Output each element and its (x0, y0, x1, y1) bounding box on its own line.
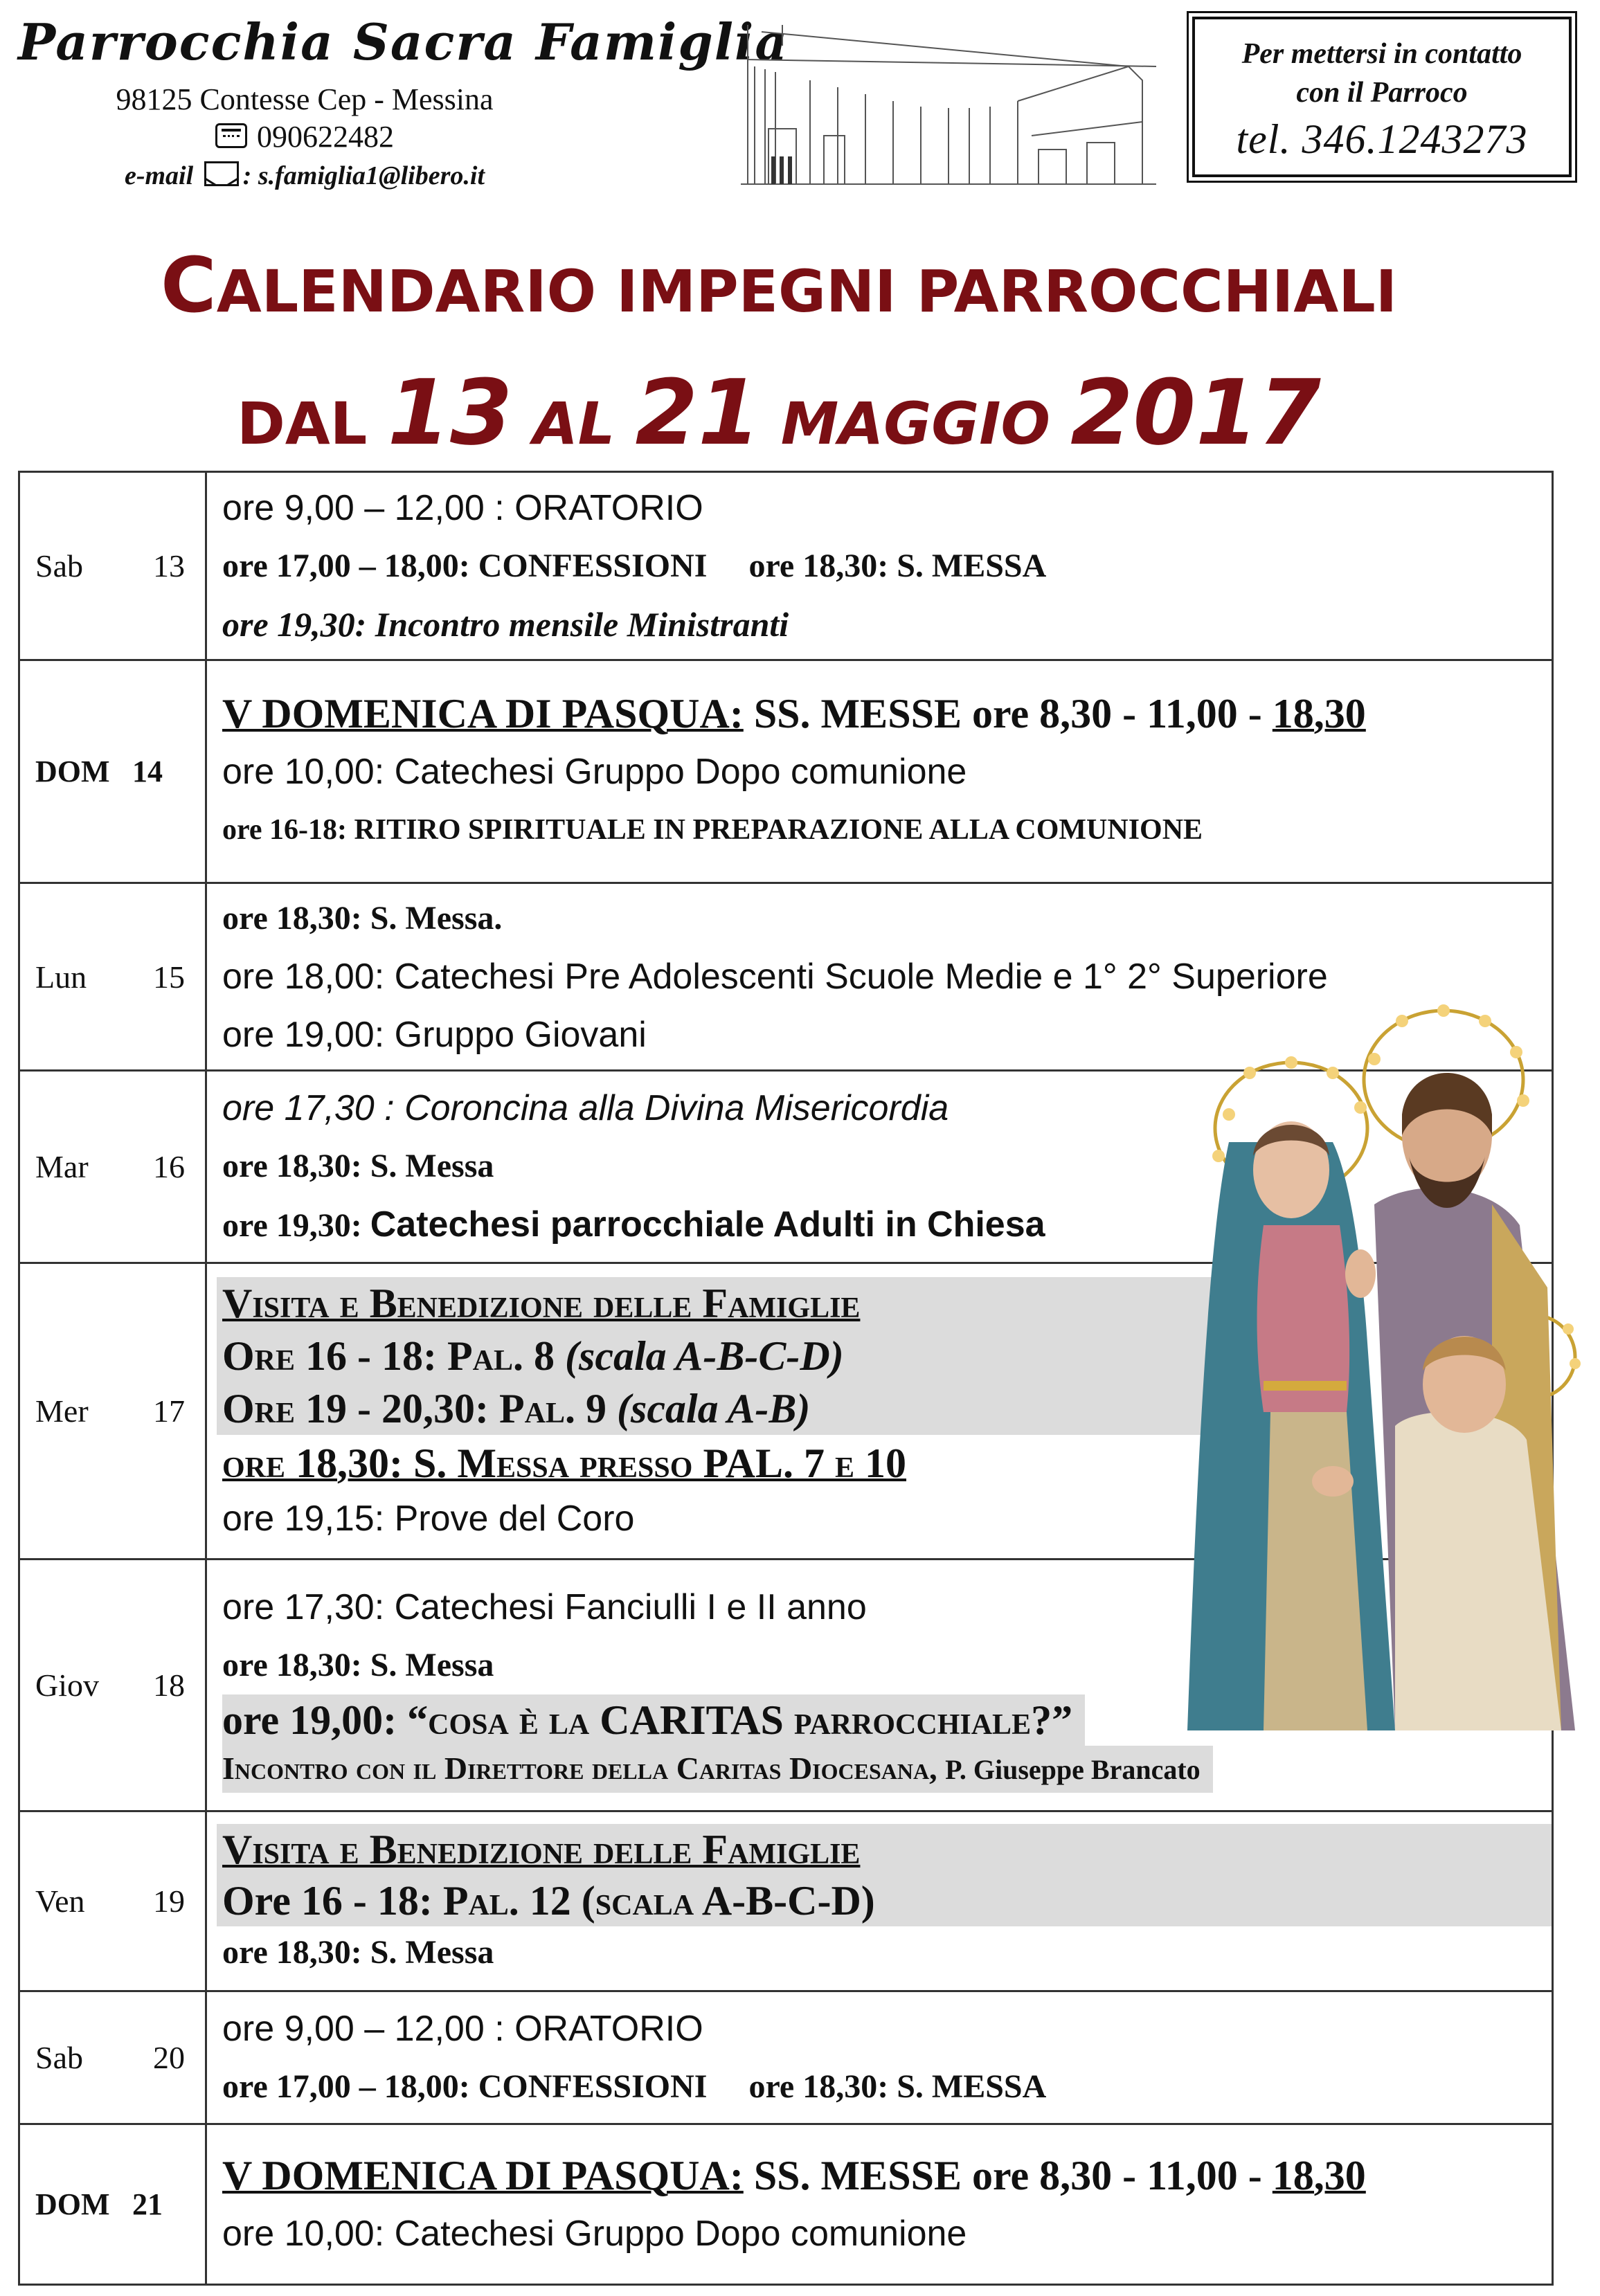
events-cell (206, 2124, 1553, 2285)
event-line: ore 10,00: Catechesi Gruppo Dopo comunione (222, 751, 967, 792)
fax-phone-icon (215, 123, 247, 148)
email-label: e-mail (124, 161, 194, 190)
event-line: Ore 16 - 18: Pal. 12 (scala A-B-C-D) (222, 1877, 875, 1924)
day-cell: DOM 21 (19, 2124, 206, 2285)
parish-email[interactable]: : s.famiglia1@libero.it (242, 161, 485, 190)
parish-address: 98125 Contesse Cep - Messina (116, 82, 494, 116)
events-cell (206, 660, 1553, 883)
contact-line-1: Per mettersi in contatto (1241, 38, 1522, 70)
day-cell: DOM 14 (19, 660, 206, 883)
day-cell: Sab 20 (19, 1991, 206, 2124)
parish-phone: 090622482 (257, 120, 394, 154)
table-row (19, 472, 1553, 660)
event-line: ore 10,00: Catechesi Gruppo Dopo comunione (222, 2213, 967, 2254)
event-line: Visita e Benedizione delle Famiglie (222, 1280, 861, 1326)
event-line: ore 17,00 – 18,00: CONFESSIONI ore 18,30: S. MESSA (222, 2068, 1047, 2105)
event-line: ore 18,30: S. Messa presso PAL. 7 e 10 (222, 1440, 907, 1486)
event-line: ore 17,30 : Coroncina alla Divina Misericordia (222, 1087, 949, 1128)
page-subtitle-dates: DAL 13 AL 21 MAGGIO 2017 (237, 360, 1321, 465)
event-line: ore 9,00 – 12,00 : ORATORIO (222, 2008, 703, 2049)
event-line: ore 19,30: Incontro mensile Ministranti (222, 604, 789, 644)
event-line: Ore 16 - 18: Pal. 8 (scala A-B-C-D) (222, 1332, 844, 1379)
contact-box (1192, 17, 1572, 177)
event-line: ore 18,30: S. Messa (222, 1147, 494, 1184)
page-title: CALENDARIO IMPEGNI PARROCCHIALI (160, 241, 1398, 329)
event-line: ore 18,30: S. Messa. (222, 900, 503, 937)
event-line: ore 9,00 – 12,00 : ORATORIO (222, 487, 703, 528)
events-cell (206, 1811, 1553, 1991)
table-row (19, 660, 1553, 883)
church-drawing (741, 18, 1156, 191)
event-line: ore 18,30: S. Messa (222, 1646, 494, 1683)
contact-tel[interactable]: tel. 346.1243273 (1236, 116, 1528, 162)
event-line: ore 18,30: S. Messa (222, 1933, 494, 1971)
envelope-icon (204, 161, 239, 186)
table-row (19, 1991, 1553, 2124)
parish-email-line (0, 161, 609, 191)
contact-line-2: con il Parroco (1296, 77, 1468, 109)
events-cell (206, 1991, 1553, 2124)
table-row (19, 1811, 1553, 1991)
day-cell: Ven 19 (19, 1811, 206, 1991)
day-cell: Mar 16 (19, 1071, 206, 1263)
event-line: ore 19,00: Gruppo Giovani (222, 1015, 647, 1055)
holy-family-statue-image (1187, 997, 1589, 1730)
event-line: V DOMENICA DI PASQUA: SS. MESSE ore 8,30 - 11,00 - 18,30 (222, 2152, 1366, 2198)
events-cell (206, 472, 1553, 660)
highlight-block (217, 1824, 1552, 1926)
day-cell: Sab 13 (19, 472, 206, 660)
parish-name: Parrocchia Sacra Famiglia (18, 12, 789, 71)
event-line: Ore 19 - 20,30: Pal. 9 (scala A-B) (222, 1385, 811, 1431)
parish-phone-line (0, 119, 609, 154)
event-line: ore 19,15: Prove del Coro (222, 1498, 635, 1539)
event-line: ore 16-18: RITIRO SPIRITUALE IN PREPARAZIONE ALLA COMUNIONE (222, 813, 1203, 846)
event-line: ore 18,00: Catechesi Pre Adolescenti Scuole Medie e 1° 2° Superiore (222, 957, 1328, 997)
event-line: ore 17,00 – 18,00: CONFESSIONI ore 18,30: S. MESSA (222, 547, 1047, 584)
event-line: ore 19,00: “cosa è la CARITAS parrocchiale?” (222, 1694, 1085, 1746)
table-row (19, 2124, 1553, 2285)
day-cell: Lun 15 (19, 883, 206, 1071)
event-line: ore 17,30: Catechesi Fanciulli I e II anno (222, 1587, 867, 1627)
event-line: Visita e Benedizione delle Famiglie (222, 1826, 861, 1872)
event-line: ore 19,30: Catechesi parrocchiale Adulti in Chiesa (222, 1204, 1045, 1245)
highlight-block (217, 1277, 1275, 1435)
event-line: Incontro con il Direttore della Caritas Diocesana, P. Giuseppe Brancato (222, 1746, 1213, 1793)
event-line: V DOMENICA DI PASQUA: SS. MESSE ore 8,30 - 11,00 - 18,30 (222, 690, 1366, 736)
day-cell: Mer 17 (19, 1263, 206, 1560)
day-cell: Giov 18 (19, 1560, 206, 1811)
